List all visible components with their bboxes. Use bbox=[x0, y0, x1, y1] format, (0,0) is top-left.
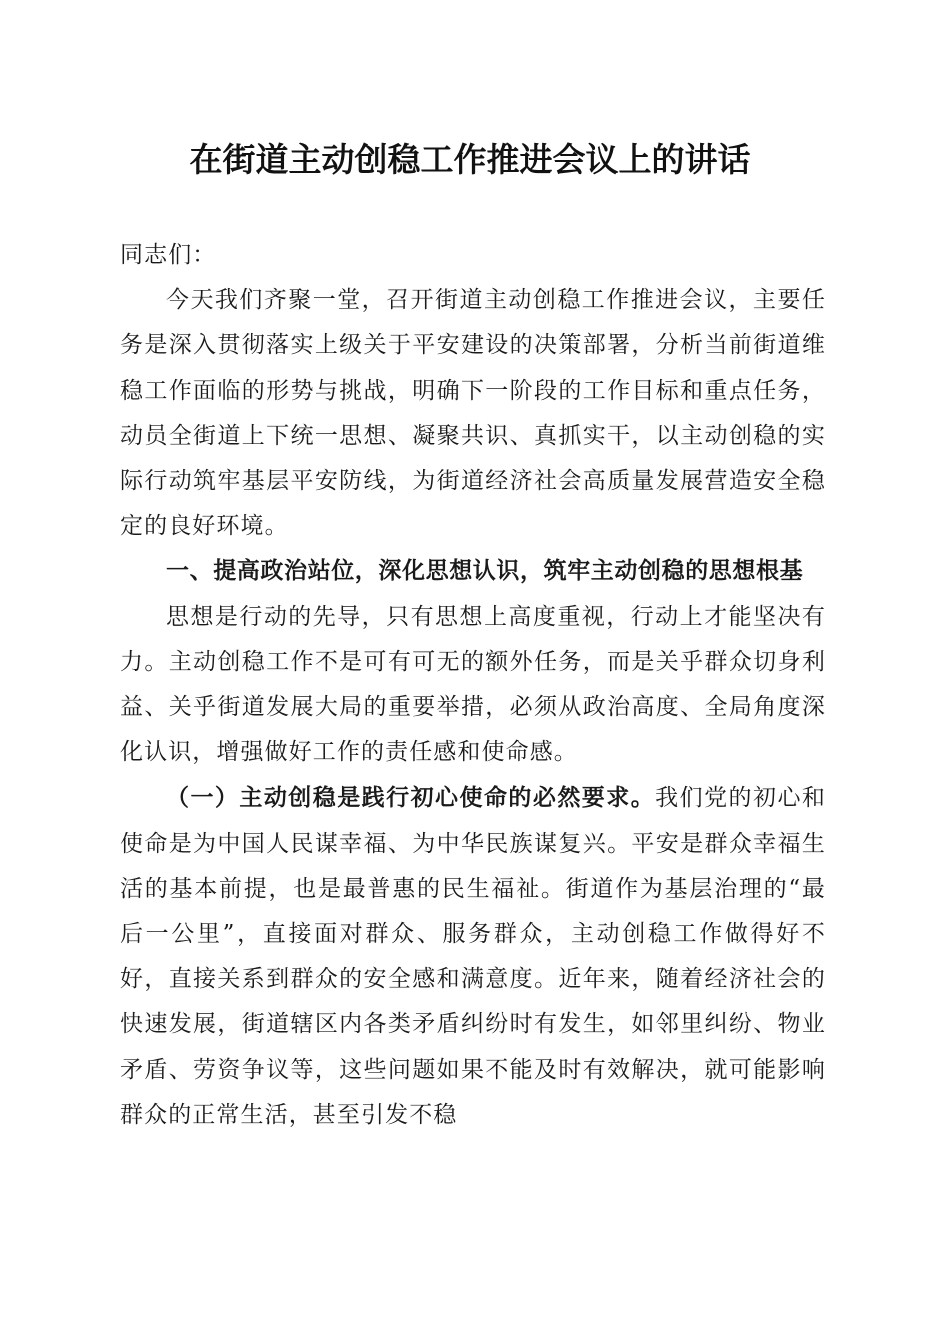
subsection-lead: （一）主动创稳是践行初心使命的必然要求。 bbox=[166, 784, 656, 812]
salutation: 同志们： bbox=[120, 242, 217, 268]
document-title: 在街道主动创稳工作推进会议上的讲话 bbox=[189, 140, 751, 179]
paragraph-subsection-1 bbox=[120, 775, 826, 1138]
section-heading-1: 一、提高政治站位，深化思想认识，筑牢主动创稳的思想根基 bbox=[166, 558, 804, 585]
document-body bbox=[120, 233, 826, 1138]
subsection-body: 我们党的初心和使命是为中国人民谋幸福、为中华民族谋复兴。平安是群众幸福生活的基本前提，也是最普惠的民生福祉。街道作为基层治理的“最后一公里”，直接面对群众、服务群众，主动创稳工作做得好不好，直接关系到群众的安全感和满意度。近年来，随着经济社会的快速发展，街道辖区内各类矛盾纠纷时有发生，如邻里纠纷、物业矛盾、劳资争议等，这些问题如果不能及时有效解决，就可能影响群众的正常生活，甚至引发不稳 bbox=[120, 785, 827, 1128]
paragraph-section1-intro: 思想是行动的先导，只有思想上高度重视，行动上才能坚决有力。主动创稳工作不是可有可无的额外任务，而是关乎群众切身利益、关乎街道发展大局的重要举措，必须从政治高度、全局角度深化认识，增强做好工作的责任感和使命感。 bbox=[120, 603, 826, 766]
paragraph-intro: 今天我们齐聚一堂，召开街道主动创稳工作推进会议，主要任务是深入贯彻落实上级关于平安建设的决策部署，分析当前街道维稳工作面临的形势与挑战，明确下一阶段的工作目标和重点任务，动员全街道上下统一思想、凝聚共识、真抓实干，以主动创稳的实际行动筑牢基层平安防线，为街道经济社会高质量发展营造安全稳定的良好环境。 bbox=[120, 287, 826, 540]
